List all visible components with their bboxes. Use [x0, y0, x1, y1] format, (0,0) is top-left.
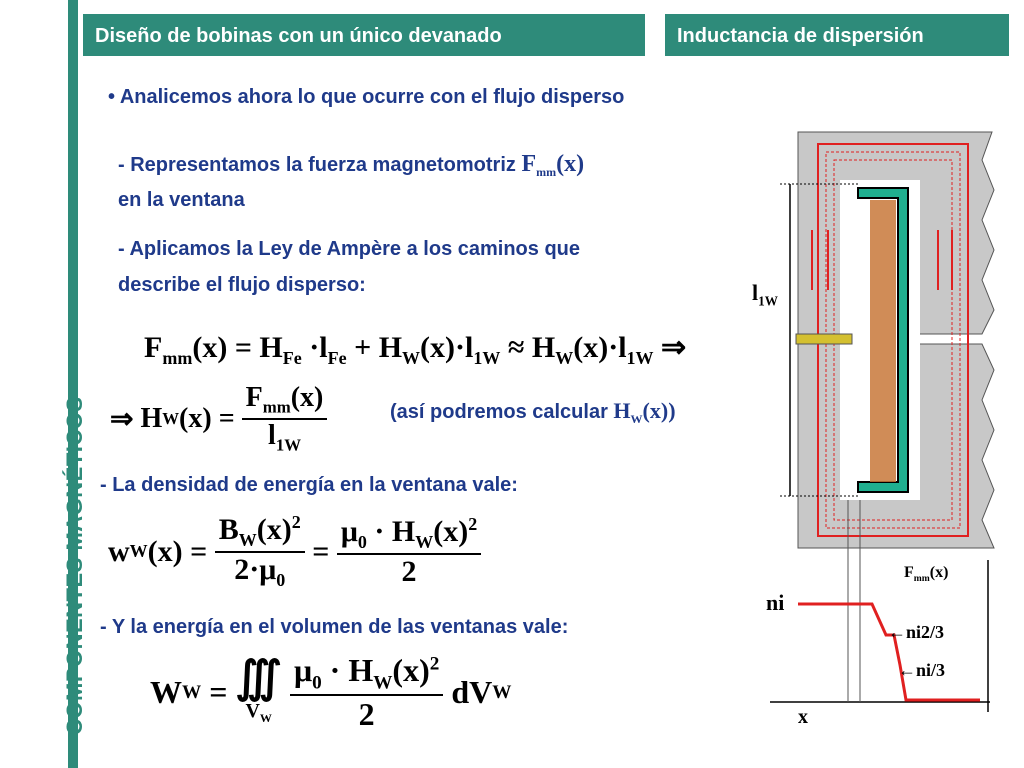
eq3-den1: [234, 553, 285, 591]
eq3-dot: ·: [249, 553, 260, 586]
eq4-integral: ∭: [235, 653, 282, 703]
eq4-x: (x): [392, 652, 430, 688]
eq3-two: 2: [234, 553, 250, 586]
eq1-x2: (x): [420, 331, 456, 364]
eq2-denominator: [268, 420, 301, 456]
eq1-dot: ·: [309, 331, 320, 364]
fmm-sub: mm: [536, 165, 557, 179]
eq3-equals2: =: [312, 534, 330, 568]
eq4-sq: 2: [429, 653, 440, 675]
eq2-W: W: [162, 408, 180, 428]
eq4-V: V: [245, 700, 260, 723]
ni23-label: ←ni2/3: [888, 622, 945, 642]
eq1-W2: W: [555, 348, 574, 368]
eq3-sq: 2: [291, 512, 301, 532]
ni23-text: ni2/3: [906, 622, 945, 642]
eq3-B: B: [218, 513, 239, 546]
eq1-H2: H: [378, 331, 403, 364]
fmm-curve: [798, 604, 980, 700]
eq3-sq2: 2: [468, 514, 478, 534]
eq1-plus: +: [354, 331, 372, 364]
eq3-w: w: [108, 534, 130, 568]
eq4-V-sub: W: [259, 711, 272, 726]
equation-hw: [110, 382, 327, 455]
eq1-F: F: [144, 331, 163, 364]
fmm-arg: (x): [556, 151, 585, 177]
eq1-dot2: ·: [455, 331, 466, 364]
eq3-mu2: μ: [340, 515, 358, 548]
eq2-l: l: [268, 419, 276, 451]
eq1-x3: (x): [573, 331, 609, 364]
eq1-l2: l: [465, 331, 474, 364]
bullet-ampere-line1: - Aplicamos la Ley de Ampère a los caminos que: [118, 238, 581, 260]
eq4-mu: μ: [293, 652, 313, 688]
eq4-W: W: [182, 681, 202, 703]
eq1-lW: 1W: [473, 348, 501, 368]
bullet-fmm: [118, 151, 584, 180]
equation-energy: [150, 652, 511, 733]
eq1-Fe: Fe: [282, 348, 302, 368]
eq4-dV-sub: W: [492, 681, 512, 703]
eq1-Fe2: Fe: [327, 348, 347, 368]
eq1-l3: l: [618, 331, 627, 364]
fmm-axis-F: F: [904, 564, 914, 581]
eq2-H: H: [140, 402, 163, 434]
eq1-l: l: [319, 331, 328, 364]
eq4-zero: 0: [312, 672, 322, 694]
l1w-l: l: [752, 280, 759, 305]
equation-ampere: [144, 330, 686, 369]
eq4-W2: W: [373, 672, 393, 694]
eq1-x: (x): [192, 331, 228, 364]
eq4-integral-group: [235, 653, 282, 729]
sidebar-title: COMPONENTES MAGNÉTICOS: [62, 396, 87, 735]
coil-diagram: [740, 120, 1020, 720]
eq2-fraction: [242, 382, 328, 455]
coil-winding: [870, 200, 896, 482]
bullet-density: - La densidad de energía en la ventana vale:: [100, 474, 518, 496]
eq3-H: H: [391, 515, 416, 548]
eq3-num2: [337, 514, 481, 555]
eq3-x2: (x): [256, 513, 292, 546]
eq4-numerator: [290, 652, 443, 696]
l1w-sub: 1W: [758, 293, 778, 309]
fmm-prefix: - Representamos la fuerza magnetomotriz: [118, 154, 522, 176]
eq3-equals: =: [190, 534, 208, 568]
eq2-lW: 1W: [275, 435, 301, 455]
eq4-H: H: [348, 652, 374, 688]
eq1-mm: mm: [162, 348, 193, 368]
ni-label: ni: [766, 590, 785, 615]
eq2-equals: =: [218, 402, 235, 434]
eq2-x: (x): [179, 402, 212, 434]
note-suffix: (x)): [642, 398, 676, 423]
eq4-den: 2: [358, 696, 375, 733]
eq1-H3: H: [531, 331, 556, 364]
header-left-title: Diseño de bobinas con un único devanado: [83, 14, 645, 56]
eq4-dot: ·: [329, 652, 341, 688]
eq3-den2: 2: [401, 555, 417, 588]
eq2-implies: ⇒: [110, 403, 134, 435]
eq2-F: F: [245, 382, 263, 413]
eq3-W3: W: [415, 532, 434, 552]
eq1-lW2: 1W: [626, 348, 654, 368]
bullet-fmm-line2: en la ventana: [118, 189, 245, 211]
eq3-mu: μ: [259, 553, 277, 586]
ni3-label: ←ni/3: [898, 660, 946, 680]
note-prefix: (así podremos calcular: [390, 401, 614, 423]
bullet-energy: - Y la energía en el volumen de las ventanas vale:: [100, 616, 569, 638]
header-right-title: Inductancia de dispersión: [665, 14, 1009, 56]
eq1-dot3: ·: [608, 331, 619, 364]
gap-spacer: [796, 334, 852, 344]
eq4-dV: dV: [451, 674, 493, 711]
eq3-fraction2: [337, 514, 481, 589]
eq2-mm: mm: [262, 397, 291, 417]
fmm-axis-arg: (x): [929, 564, 949, 581]
eq4-Wbig: W: [150, 674, 182, 711]
note-hw: [390, 398, 676, 427]
eq4-fraction: [290, 652, 443, 733]
note-H: H: [613, 398, 631, 423]
fmm-axis-sub: mm: [913, 573, 930, 585]
eq3-fraction1: [215, 512, 305, 591]
eq3-num1: [215, 512, 305, 553]
eq3-dot2: ·: [374, 515, 385, 548]
bullet-intro: • Analicemos ahora lo que ocurre con el flujo disperso: [108, 86, 625, 108]
eq1-equals: =: [234, 331, 252, 364]
equation-density: [108, 512, 481, 591]
l1w-label: [752, 280, 778, 309]
ni3-text: ni/3: [916, 660, 946, 680]
eq4-domain: [245, 700, 271, 729]
eq2-numerator: [242, 382, 328, 420]
fmm-axis-label: [904, 564, 948, 584]
x-axis-label: x: [798, 706, 808, 728]
eq3-x3: (x): [433, 515, 469, 548]
eq1-approx: ≈: [507, 331, 525, 364]
eq1-implies: ⇒: [661, 331, 687, 364]
sidebar: [0, 0, 68, 768]
eq3-x: (x): [147, 534, 183, 568]
eq3-W: W: [129, 541, 148, 561]
eq3-zero: 0: [276, 570, 286, 590]
fmm-symbol: F: [521, 151, 537, 177]
eq3-W2: W: [238, 530, 257, 550]
eq3-zero2: 0: [357, 532, 367, 552]
note-sub: W: [630, 412, 643, 426]
eq1-W: W: [402, 348, 421, 368]
eq1-H: H: [259, 331, 283, 364]
eq4-equals: =: [209, 674, 228, 711]
bullet-ampere-line2: describe el flujo disperso:: [118, 274, 366, 296]
eq2-x2: (x): [290, 382, 324, 413]
